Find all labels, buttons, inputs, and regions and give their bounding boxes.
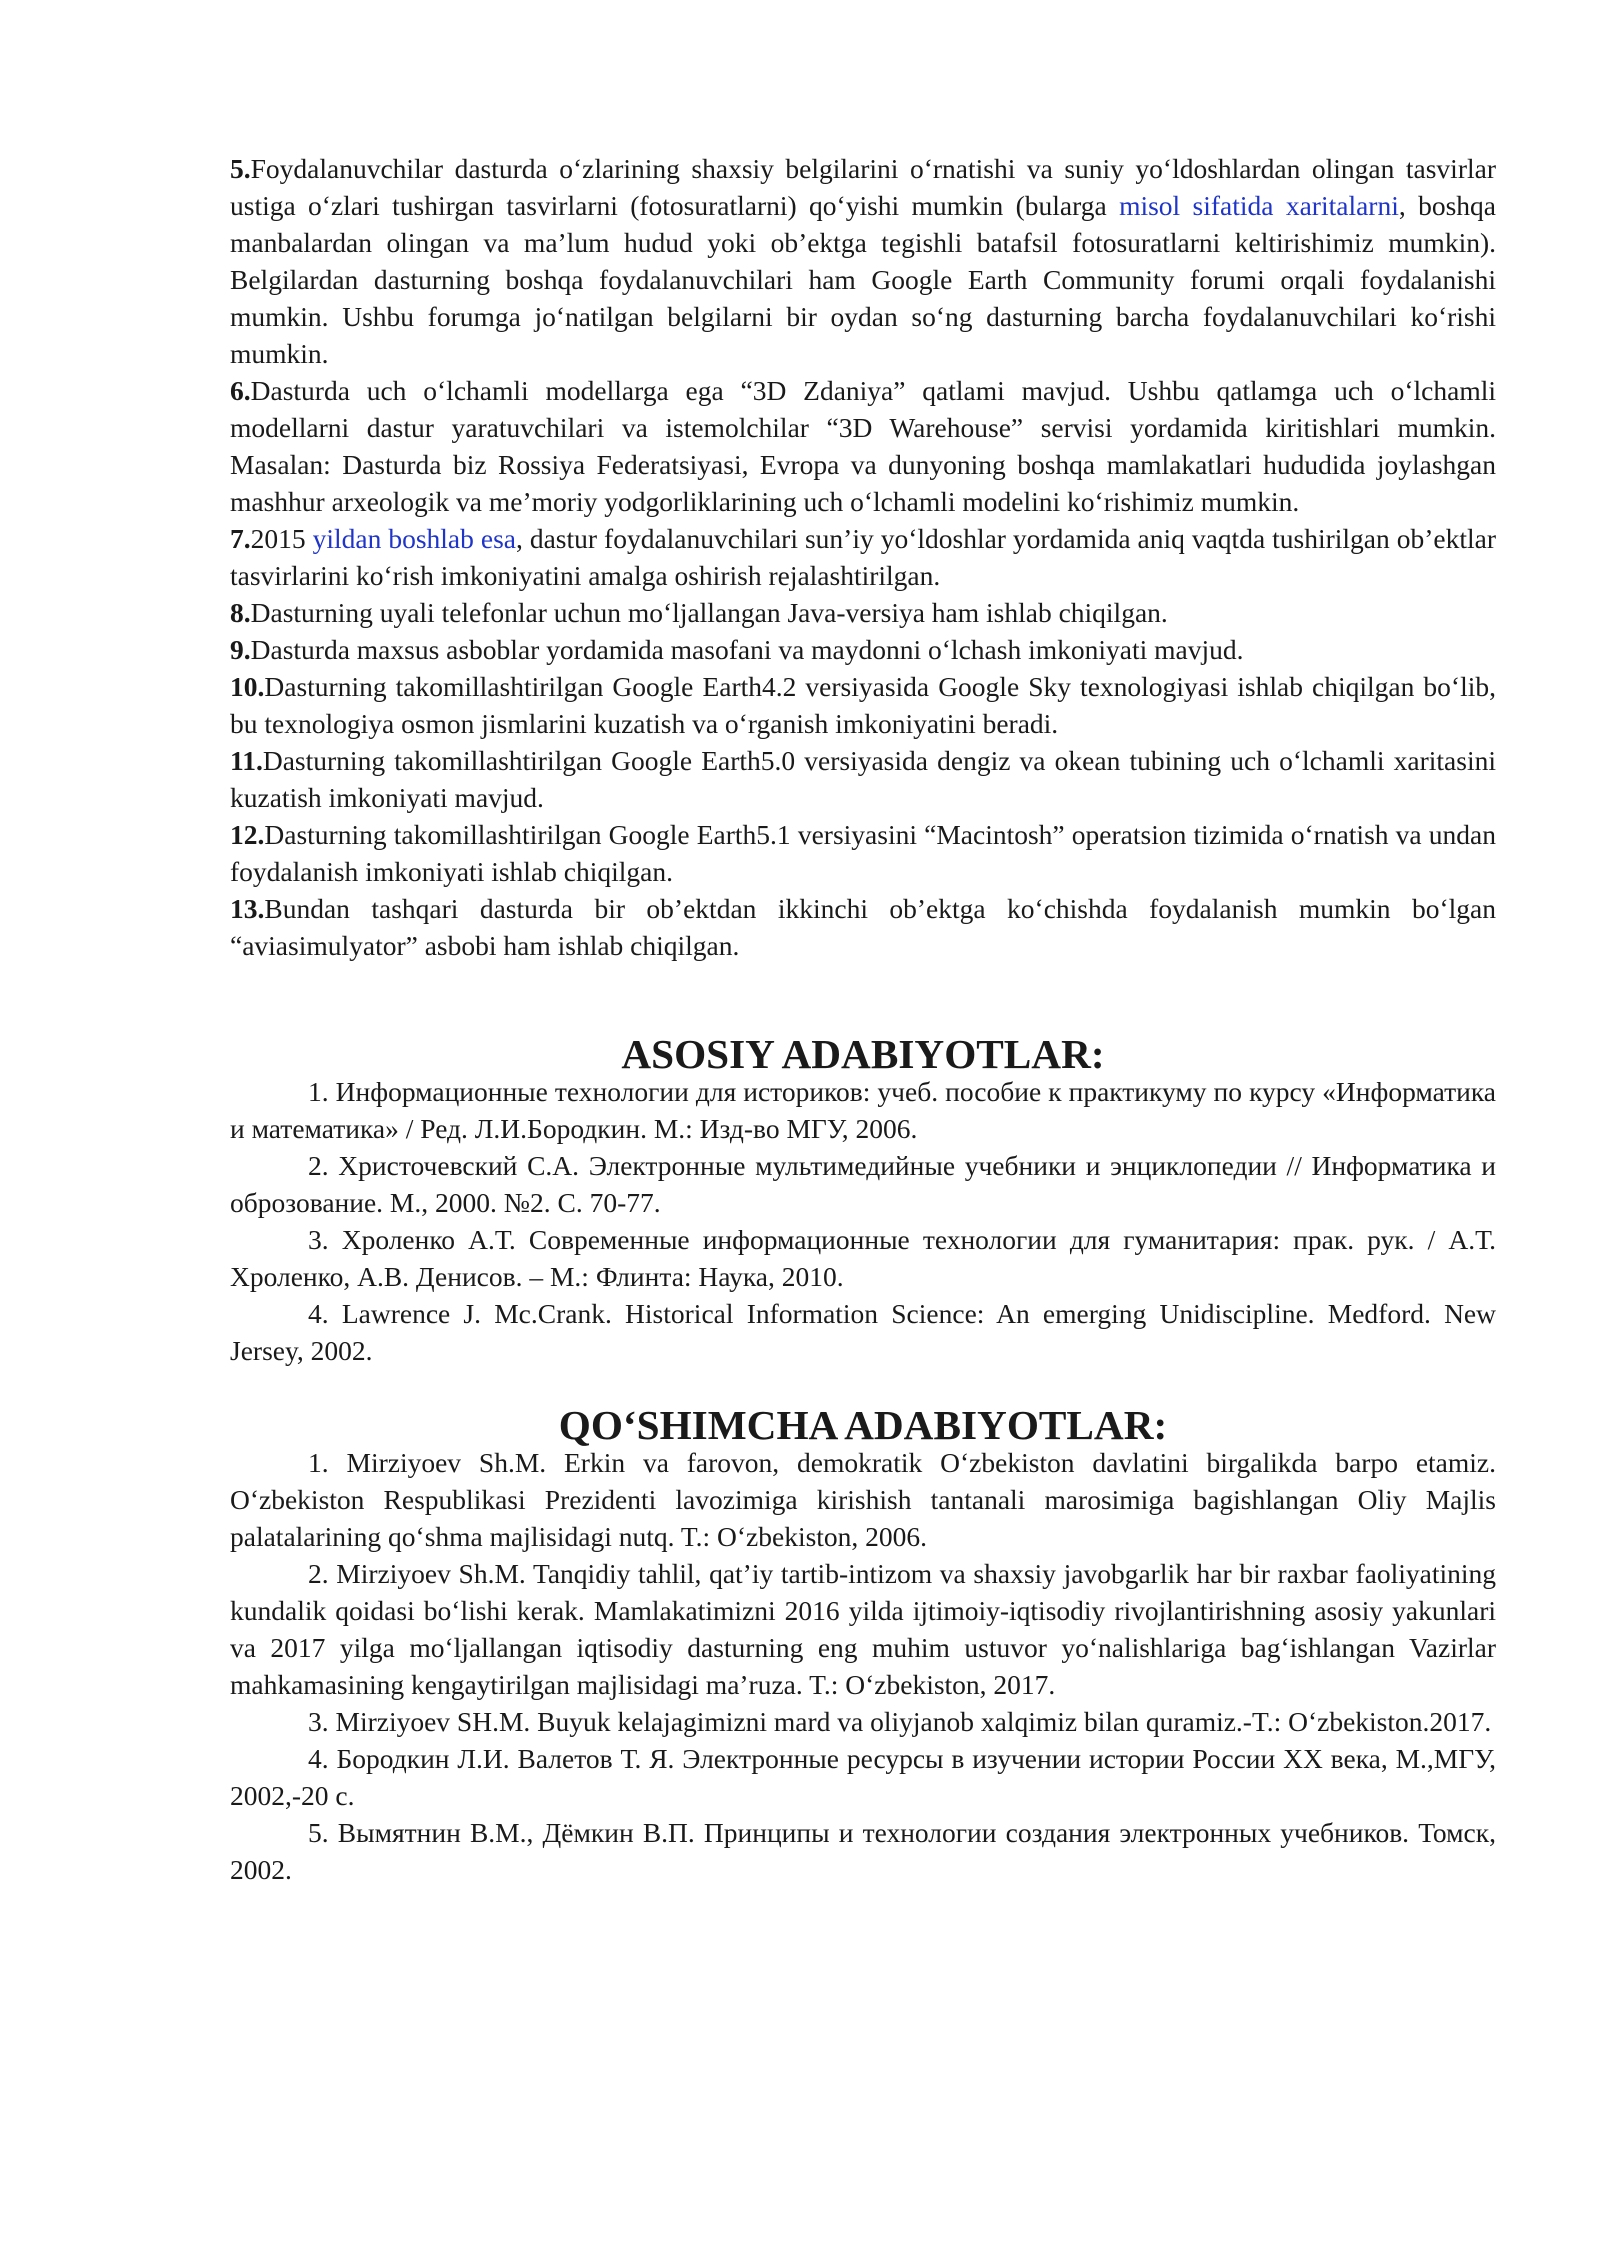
feature-number: 12. — [230, 819, 265, 850]
feature-number: 13. — [230, 893, 265, 924]
feature-text: Bundan tashqari dasturda bir ob’ektdan ikkinchi ob’ektga ko‘chishda foydalanish mumkin bo‘lgan “aviasimulyator” asbobi ham ishlab chiqilgan. — [230, 893, 1496, 961]
additional-literature-item-4: 4. Бородкин Л.И. Валетов Т. Я. Электронные ресурсы в изучении истории России XX века, М.,МГУ, 2002,-20 с. — [230, 1743, 1496, 1811]
feature-text-after: , boshqa manbalardan olingan va ma’lum hudud yoki ob’ektga tegishli batafsil fotosuratlarni keltirishimiz mumkin). Belgilardan dasturning boshqa foydalanuvchilari ham Google Earth Community forumi orqali foydalanishi mumkin. Ushbu forumga jo‘natilgan belgilarni bir oydan so‘ng dasturning barcha foydalanuvchilari ko‘rishi mumkin. — [230, 190, 1496, 369]
additional-literature-item-5: 5. Вымятнин В.М., Дёмкин В.П. Принципы и технологии создания электронных учебников. Томск, 2002. — [230, 1817, 1496, 1885]
feature-text: Dasturning takomillashtirilgan Google Earth5.0 versiyasida dengiz va okean tubining uch o‘lchamli xaritasini kuzatish imkoniyati mavjud. — [230, 745, 1496, 813]
section-spacer — [230, 964, 1496, 1036]
feature-text: Dasturda uch o‘lchamli modellarga ega “3D Zdaniya” qatlami mavjud. Ushbu qatlamga uch o‘lchamli modellarni dastur yaratuvchilari va istemolchilar “3D Warehouse” servisi yordamida kiritishlari mumkin. Masalan: Dasturda biz Rossiya Federatsiyasi, Evropa va dunyoning boshqa mamlakatlari hududida joylashgan mashhur arxeologik va me’moriy yodgorliklarining uch o‘lchamli modelini ko‘rishimiz mumkin. — [230, 375, 1496, 517]
main-literature-item-4: 4. Lawrence J. Mc.Crank. Historical Information Science: An emerging Unidiscipline. Medford. New Jersey, 2002. — [230, 1298, 1496, 1366]
additional-literature-item-1: 1. Mirziyoev Sh.M. Erkin va farovon, demokratik O‘zbekiston davlatini birgalikda barpo etamiz. O‘zbekiston Respublikasi Prezidenti lavozimiga kirishish tantanali marosimiga bagishlangan Oliy Majlis palatalarining qo‘shma majlisidagi nutq. T.: O‘zbekiston, 2006. — [230, 1447, 1496, 1552]
feature-text-after: , dastur foydalanuvchilari sun’iy yo‘ldoshlar yordamida aniq vaqtda tushirilgan ob’ektlar tasvirlarini ko‘rish imkoniyatini amalga oshirish rejalashtirilgan. — [230, 523, 1496, 591]
additional-literature-item-3: 3. Mirziyoev SH.M. Buyuk kelajagimizni mard va oliyjanob xalqimiz bilan quramiz.-T.: O‘zbekiston.2017. — [308, 1706, 1492, 1737]
main-literature-item-3: 3. Хроленко А.Т. Современные информационные технологии для гуманитария: прак. рук. / А.Т. Хроленко, А.В. Денисов. – М.: Флинта: Наука, 2010. — [230, 1224, 1496, 1292]
feature-number: 8. — [230, 597, 251, 628]
feature-item-11 — [230, 742, 1496, 816]
feature-number: 5. — [230, 153, 251, 184]
feature-item-13 — [230, 890, 1496, 964]
feature-text: 2015 — [250, 523, 313, 554]
feature-number: 9. — [230, 634, 251, 665]
feature-text: Dasturning takomillashtirilgan Google Earth4.2 versiyasida Google Sky texnologiyasi ishlab chiqilgan bo‘lib, bu texnologiya osmon jismlarini kuzatish va o‘rganish imkoniyatini beradi. — [230, 671, 1496, 739]
feature-link[interactable]: misol sifatida xaritalarni — [1119, 190, 1399, 221]
feature-text: Dasturning takomillashtirilgan Google Earth5.1 versiyasini “Macintosh” operatsion tizimida o‘rnatish va undan foydalanish imkoniyati ishlab chiqilgan. — [230, 819, 1496, 887]
main-literature-item-1: 1. Информационные технологии для историков: учеб. пособие к практикуму по курсу «Информатика и математика» / Ред. Л.И.Бородкин. М.: Изд-во МГУ, 2006. — [230, 1076, 1496, 1144]
feature-text: Dasturning uyali telefonlar uchun mo‘ljallangan Java-versiya ham ishlab chiqilgan. — [250, 597, 1168, 628]
additional-literature-item-2: 2. Mirziyoev Sh.M. Tanqidiy tahlil, qat’iy tartib-intizom va shaxsiy javobgarlik har bir raxbar faoliyatining kundalik qoidasi bo‘lishi kerak. Mamlakatimizni 2016 yilda ijtimoiy-iqtisodiy rivojlantirishning asosiy yakunlari va 2017 yilga mo‘ljallangan iqtisodiy dasturning eng muhim ustuvor yo‘nalishlariga bag‘ishlangan Vazirlar mahkamasining kengaytirilgan majlisidagi ma’ruza. T.: O‘zbekiston, 2017. — [230, 1558, 1496, 1700]
feature-item-6 — [230, 372, 1496, 520]
feature-item-5 — [230, 150, 1496, 372]
feature-item-10 — [230, 668, 1496, 742]
main-literature-item-2: 2. Христочевский С.А. Электронные мультимедийные учебники и энциклопедии // Информатика и оброзование. М., 2000. №2. С. 70-77. — [230, 1150, 1496, 1218]
main-literature-heading: ASOSIY ADABIYOTLAR: — [621, 1031, 1105, 1077]
feature-number: 7. — [230, 523, 251, 554]
feature-item-7 — [230, 520, 1496, 594]
feature-link[interactable]: yildan boshlab esa — [312, 523, 516, 554]
feature-text: Foydalanuvchilar dasturda o‘zlarining shaxsiy belgilarini o‘rnatishi va suniy yo‘ldoshlardan olingan tasvirlar ustiga o‘zlari tushirgan tasvirlarni (fotosuratlarni) qo‘yishi mumkin (bularga — [230, 153, 1496, 221]
additional-literature-heading: QO‘SHIMCHA ADABIYOTLAR: — [558, 1402, 1168, 1448]
feature-number: 6. — [230, 375, 251, 406]
document-page — [230, 150, 1496, 1888]
feature-number: 10. — [230, 671, 265, 702]
feature-number: 11. — [230, 745, 263, 776]
feature-item-12 — [230, 816, 1496, 890]
feature-item-8 — [230, 594, 1496, 631]
feature-item-9 — [230, 631, 1496, 668]
feature-text: Dasturda maxsus asboblar yordamida masofani va maydonni o‘lchash imkoniyati mavjud. — [250, 634, 1244, 665]
